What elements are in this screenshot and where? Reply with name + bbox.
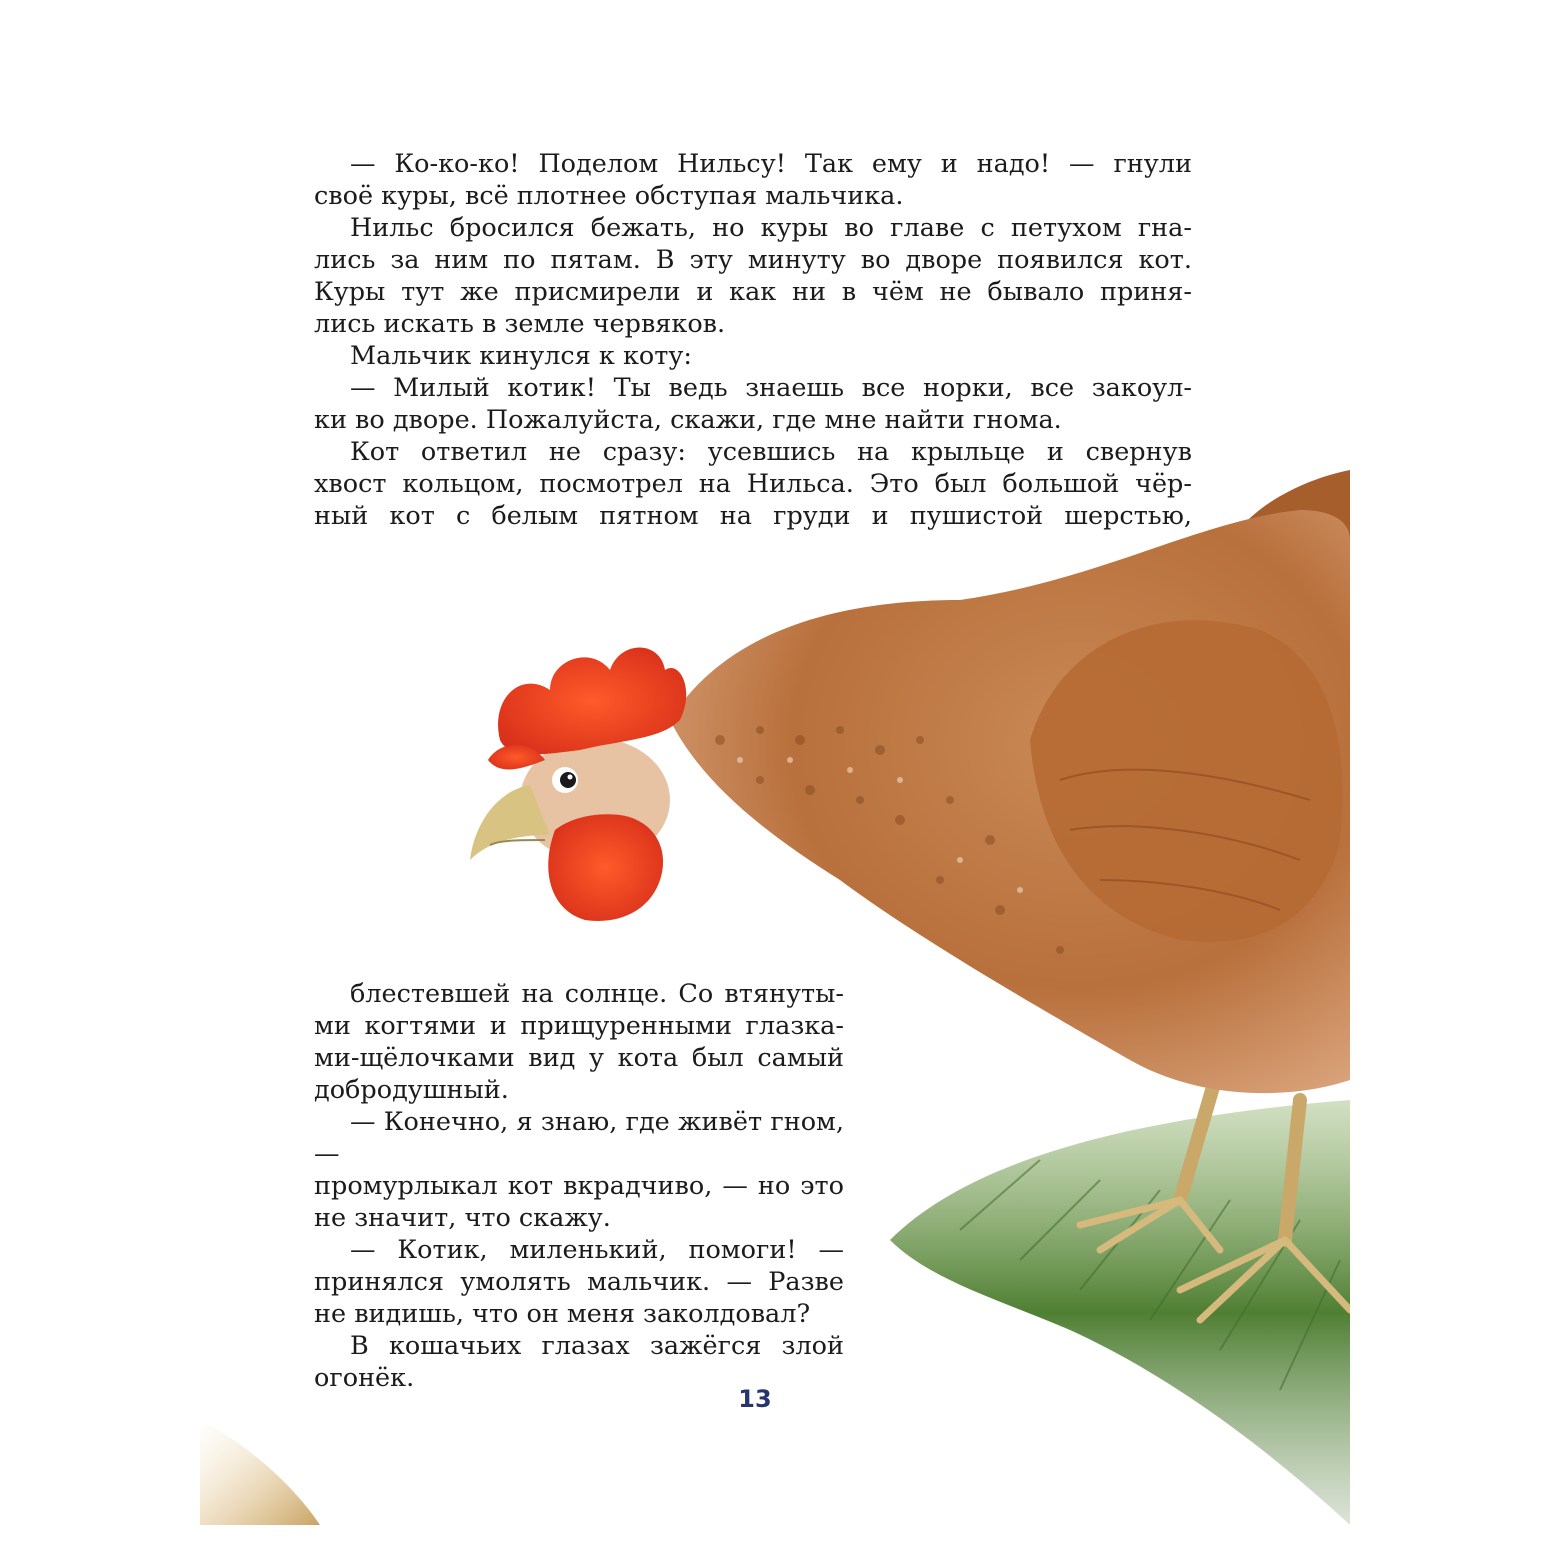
book-page xyxy=(200,40,1350,1525)
text-line: огонёк. xyxy=(314,1363,415,1393)
text-line: хвост кольцом, посмотрел на Нильса. Это был большой чёр- xyxy=(314,469,1192,499)
text-line: лись за ним по пятам. В эту минуту во дворе появился кот. xyxy=(314,245,1192,275)
text-line: — Котик, миленький, помоги! — xyxy=(350,1235,844,1265)
text-line: — Ко-ко-ко! Поделом Нильсу! Так ему и надо! — гнули xyxy=(350,149,1192,179)
text-block-bottom xyxy=(314,978,844,1394)
text-line: Нильс бросился бежать, но куры во главе с петухом гна- xyxy=(350,213,1192,243)
text-line: Куры тут же присмирели и как ни в чём не бывало приня- xyxy=(314,277,1192,307)
text-line: не видишь, что он меня заколдовал? xyxy=(314,1299,811,1329)
text-block-top xyxy=(314,148,1192,532)
text-line: блестевшей на солнце. Со втянуты- xyxy=(350,979,844,1009)
text-line: — Милый котик! Ты ведь знаешь все норки, все закоул- xyxy=(350,373,1192,403)
text-line: Кот ответил не сразу: усевшись на крыльце и свернув xyxy=(350,437,1192,467)
text-line: своё куры, всё плотнее обступая мальчика. xyxy=(314,181,904,211)
text-line: Мальчик кинулся к коту: xyxy=(350,341,692,371)
text-line: добродушный. xyxy=(314,1075,509,1105)
text-line: принялся умолять мальчик. — Разве xyxy=(314,1267,844,1297)
text-line: лись искать в земле червяков. xyxy=(314,309,726,339)
text-line: ми-щёлочками вид у кота был самый xyxy=(314,1043,844,1073)
text-line: ки во дворе. Пожалуйста, скажи, где мне найти гнома. xyxy=(314,405,1062,435)
text-line: промурлыкал кот вкрадчиво, — но это xyxy=(314,1171,844,1201)
text-line: — Конечно, я знаю, где живёт гном, — xyxy=(314,1107,844,1169)
page-number: 13 xyxy=(738,1385,772,1413)
text-line: В кошачьих глазах зажёгся злой xyxy=(350,1331,844,1361)
text-line: ми когтями и прищуренными глазка- xyxy=(314,1011,844,1041)
text-line: ный кот с белым пятном на груди и пушистой шерстью, xyxy=(314,501,1192,531)
text-line: не значит, что скажу. xyxy=(314,1203,611,1233)
